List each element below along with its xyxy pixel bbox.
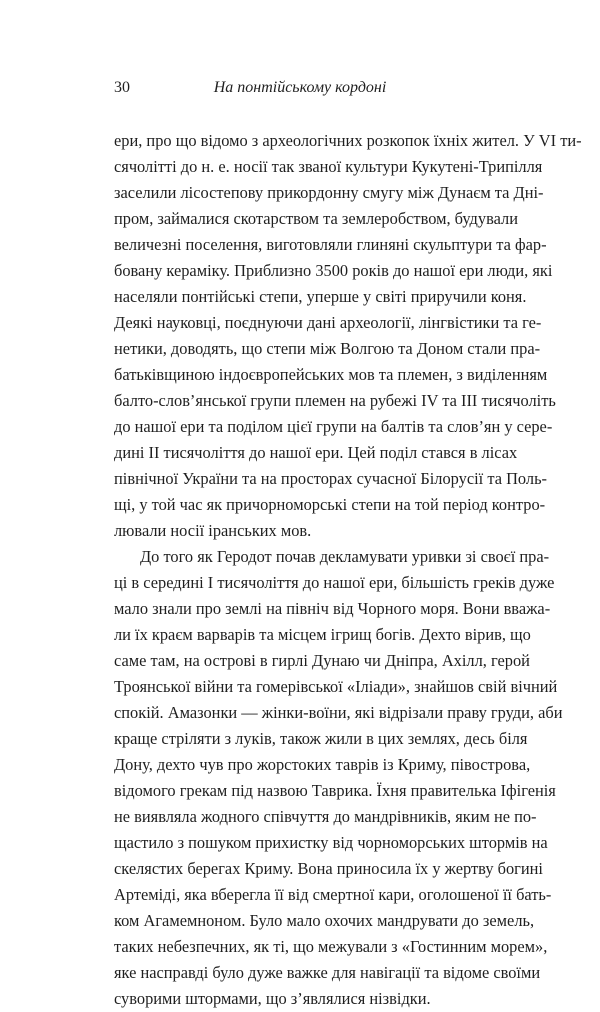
text-line: До того як Геродот почав декламувати уривки зі своєї пра- [140,547,550,566]
running-title: На понтійському кордоні [213,79,387,96]
running-head [114,77,486,101]
text-line: не виявляла жодного співчуття до мандрівників, яким не по- [114,807,537,826]
text-line: заселили лісостепову прикордонну смугу між Дунаєм та Дні- [114,183,544,202]
text-line: спокій. Амазонки — жінки-воїни, які відрізали праву груди, аби [114,703,563,722]
paragraph-2 [114,544,563,1012]
text-line: бовану кераміку. Приблизно 3500 років до нашої ери люди, які [114,261,553,280]
text-line: краще стріляти з луків, також жили в цих землях, десь біля [114,729,528,748]
body-text [114,128,582,1012]
text-line: Артеміді, яка вберегла її від смертної кари, оголошеної її бать- [114,885,552,904]
text-line: суворими штормами, що з’являлися нізвідки. [114,989,431,1008]
text-line: населяли понтійські степи, уперше у світі приручили коня. [114,287,527,306]
text-line: сячолітті до н. е. носії так званої культури Кукутені-Трипілля [114,157,543,176]
text-line: ери, про що відомо з археологічних розкопок їхніх жител. У VI ти- [114,131,582,150]
text-line: пром, займалися скотарством та землеробством, будували [114,209,518,228]
text-line: скелястих берегах Криму. Вона приносила їх у жертву богині [114,859,543,878]
text-line: ли їх краєм варварів та місцем ігрищ богів. Дехто вірив, що [114,625,531,644]
text-line: саме там, на острові в гирлі Дунаю чи Дніпра, Ахілл, герой [114,651,530,670]
text-line: ком Агамемноном. Було мало охочих мандрувати до земель, [114,911,535,930]
page-number: 30 [114,79,130,96]
text-line: відомого грекам під назвою Таврика. Їхня правителька Іфігенія [114,781,556,800]
text-line: нетики, доводять, що степи між Волгою та Доном стали пра- [114,339,541,358]
text-line: величезні поселення, виготовляли глиняні скульптури та фар- [114,235,547,254]
text-line: батьківщиною індоєвропейських мов та племен, з виділенням [114,365,548,384]
paragraph-1 [114,128,582,544]
text-line: мало знали про землі на північ від Чорного моря. Вони вважа- [114,599,551,618]
text-line: Деякі науковці, поєднуючи дані археології, лінгвістики та ге- [114,313,542,332]
text-line: яке насправді було дуже важке для навігації та відоме своїми [114,963,541,982]
text-line: Троянської війни та гомерівської «Іліади», знайшов свій вічний [114,677,558,696]
text-line: ці в середині I тисячоліття до нашої ери, більшість греків дуже [114,573,555,592]
text-line: лювали носії іранських мов. [114,521,312,540]
text-line: дині II тисячоліття до нашої ери. Цей поділ стався в лісах [114,443,518,462]
text-line: до нашої ери та поділом цієї групи на балтів та слов’ян у сере- [114,417,553,436]
text-line: балто-слов’янської групи племен на рубежі IV та III тисячоліть [114,391,556,410]
text-line: щі, у той час як причорноморські степи на той період контро- [114,495,546,514]
text-line: щастило з пошуком прихистку від чорноморських штормів на [114,833,548,852]
text-line: таких небезпечних, як ті, що межували з «Гостинним морем», [114,937,548,956]
text-line: Дону, дехто чув про жорстоких таврів із Криму, півострова, [114,755,531,774]
text-line: північної України та на просторах сучасної Білорусії та Поль- [114,469,547,488]
